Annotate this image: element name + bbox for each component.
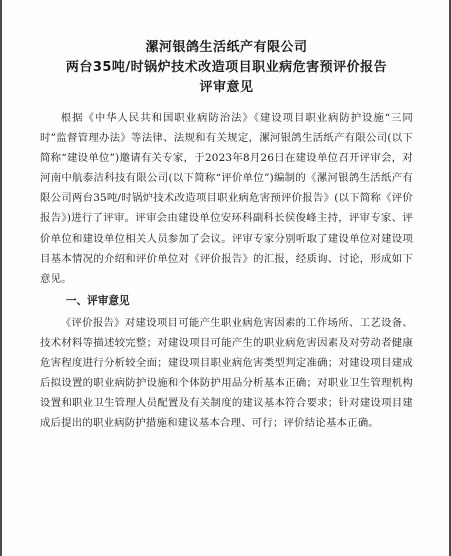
- document-title-company: 漯河银鸽生活纸产有限公司: [145, 40, 308, 55]
- review-opinion-paragraph: 《评价报告》对建设项目可能产生职业病危害因素的工作场所、工艺设备、技术材料等描述较完整；对建设项目可能产生的职业病危害因素及对劳动者健康危害程度进行分析较全面；建设项目职业病危害类型判定准确；对建设项目建成后拟设置的职业病防护设施和个体防护用品分析基本正确；对职业卫生管理机构设置和职业卫生管理人员配置及有关制度的建议基本符合要求；针对建设项目建成后提出的职业病防护措施和建议基本合理、可行；评价结论基本正确。: [40, 316, 413, 430]
- intro-paragraph: 根据《中华人民共和国职业病防治法》《建设项目职业病防护设施“三同时”监督管理办法》等法律、法规和有关规定，漯河银鸽生活纸产有限公司(以下简称“建设单位”)邀请有关专家，于2023年8月26日在建设单位召开评审会，对河南中航泰洁科技有限公司(以下简称“评价单位”)编制的《漯河银鸽生活纸产有限公司两台35吨/时锅炉技术改造项目职业病危害预评价报告》(以下简称《评价报告》)进行了评审。评审会由建设单位安环科副科长侯俊峰主持，评审专家、评价单位和建设单位相关人员参加了会议。评审专家分别听取了建设单位对建设项目基本情况的介绍和评价单位对《评价报告》的汇报，经质询、讨论，形成如下意见。: [40, 112, 413, 285]
- page-left-border: [0, 0, 2, 556]
- document-title-opinion: 评审意见: [199, 80, 254, 95]
- section-heading-review-opinion: 一、评审意见: [66, 294, 130, 307]
- document-title-project: 两台35吨/时锅炉技术改造项目职业病危害预评价报告: [65, 60, 388, 75]
